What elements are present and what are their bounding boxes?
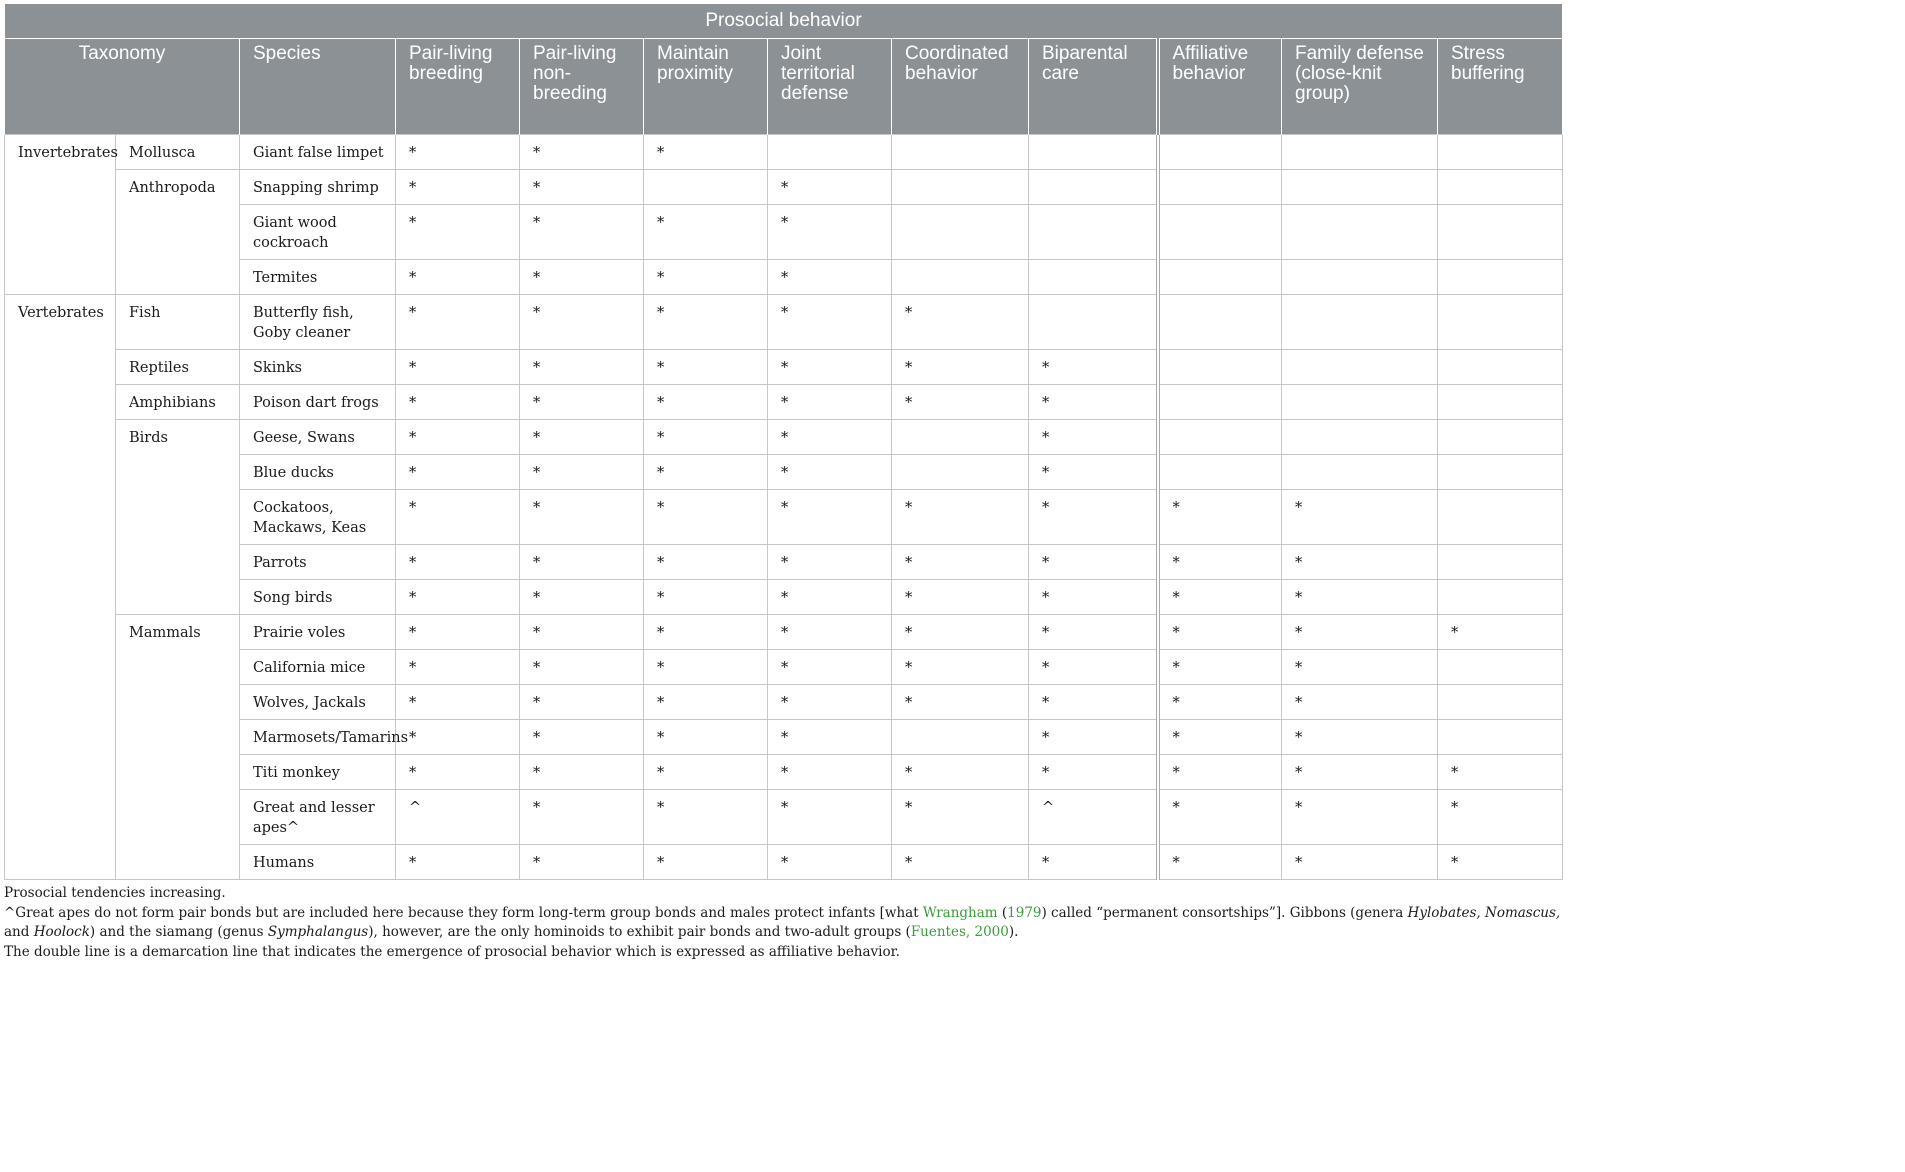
column-header bbox=[1029, 39, 1158, 135]
behavior-mark-cell: * bbox=[892, 545, 1029, 580]
behavior-mark-cell: * bbox=[768, 350, 892, 385]
behavior-mark-cell: * bbox=[892, 790, 1029, 845]
behavior-mark-cell: * bbox=[1282, 650, 1438, 685]
behavior-mark-cell: * bbox=[1158, 720, 1282, 755]
behavior-mark-cell: * bbox=[520, 260, 644, 295]
behavior-mark-cell: * bbox=[396, 350, 520, 385]
behavior-mark-cell bbox=[1438, 490, 1563, 545]
behavior-mark-cell: * bbox=[396, 135, 520, 170]
table-row bbox=[5, 170, 1563, 205]
behavior-mark-cell: * bbox=[1029, 545, 1158, 580]
behavior-mark-cell bbox=[1438, 350, 1563, 385]
taxonomy-class-cell: Mammals bbox=[116, 615, 240, 880]
behavior-mark-cell bbox=[1158, 385, 1282, 420]
behavior-mark-cell: * bbox=[768, 720, 892, 755]
reference-link-fuentes[interactable]: Fuentes, 2000 bbox=[910, 924, 1009, 940]
behavior-mark-cell bbox=[892, 205, 1029, 260]
column-header-label: Maintain proximity bbox=[657, 43, 734, 84]
behavior-mark-cell: * bbox=[396, 650, 520, 685]
behavior-mark-cell: * bbox=[1158, 490, 1282, 545]
behavior-mark-cell: * bbox=[520, 790, 644, 845]
species-cell: Blue ducks bbox=[240, 455, 396, 490]
behavior-mark-cell bbox=[1438, 385, 1563, 420]
footnote-apes-text-c: ) called “permanent consortships”]. Gibbons (genera bbox=[1041, 904, 1408, 921]
behavior-mark-cell bbox=[892, 720, 1029, 755]
taxonomy-group-cell: Invertebrates bbox=[5, 135, 116, 295]
behavior-mark-cell: * bbox=[768, 685, 892, 720]
column-header bbox=[1282, 39, 1438, 135]
footnote-apes-text-d: and bbox=[4, 924, 34, 940]
behavior-mark-cell: * bbox=[520, 720, 644, 755]
behavior-mark-cell: * bbox=[1029, 720, 1158, 755]
super-header-label: Prosocial behavior bbox=[705, 10, 862, 31]
species-cell: Humans bbox=[240, 845, 396, 880]
behavior-mark-cell: * bbox=[768, 385, 892, 420]
behavior-mark-cell: * bbox=[892, 845, 1029, 880]
behavior-mark-cell bbox=[644, 170, 768, 205]
table-footnotes bbox=[4, 884, 1562, 962]
behavior-mark-cell bbox=[768, 135, 892, 170]
taxonomy-header-label: Taxonomy bbox=[78, 43, 166, 64]
species-cell: California mice bbox=[240, 650, 396, 685]
behavior-mark-cell: * bbox=[1158, 790, 1282, 845]
behavior-mark-cell: * bbox=[396, 755, 520, 790]
behavior-mark-cell: * bbox=[396, 260, 520, 295]
behavior-mark-cell: * bbox=[768, 615, 892, 650]
behavior-mark-cell: * bbox=[644, 755, 768, 790]
behavior-mark-cell: * bbox=[1029, 455, 1158, 490]
column-header bbox=[1158, 39, 1282, 135]
behavior-mark-cell: * bbox=[1282, 790, 1438, 845]
reference-link-wrangham[interactable]: Wrangham bbox=[922, 904, 998, 921]
reference-link-wrangham-year[interactable]: 1979 bbox=[1007, 904, 1042, 921]
species-cell: Prairie voles bbox=[240, 615, 396, 650]
behavior-mark-cell: * bbox=[1158, 755, 1282, 790]
footnote-apes-text-f: ), however, are the only hominoids to exhibit pair bonds and two-adult groups ( bbox=[368, 924, 911, 940]
behavior-mark-cell: * bbox=[644, 580, 768, 615]
behavior-mark-cell bbox=[1438, 720, 1563, 755]
behavior-mark-cell: * bbox=[1438, 755, 1563, 790]
behavior-mark-cell: * bbox=[768, 755, 892, 790]
behavior-mark-cell: * bbox=[1282, 720, 1438, 755]
behavior-mark-cell: * bbox=[644, 685, 768, 720]
behavior-mark-cell bbox=[1282, 455, 1438, 490]
behavior-mark-cell: * bbox=[644, 650, 768, 685]
column-header bbox=[892, 39, 1029, 135]
behavior-mark-cell bbox=[1029, 260, 1158, 295]
behavior-mark-cell: ^ bbox=[396, 790, 520, 845]
behavior-mark-cell: * bbox=[1282, 545, 1438, 580]
behavior-mark-cell: * bbox=[1029, 350, 1158, 385]
behavior-mark-cell: * bbox=[520, 135, 644, 170]
behavior-mark-cell: * bbox=[644, 545, 768, 580]
species-cell: Geese, Swans bbox=[240, 420, 396, 455]
behavior-mark-cell: * bbox=[1029, 755, 1158, 790]
behavior-mark-cell: * bbox=[1158, 545, 1282, 580]
behavior-mark-cell: * bbox=[396, 420, 520, 455]
footnote-apes-text-g: ). bbox=[1008, 924, 1019, 940]
behavior-mark-cell: * bbox=[644, 455, 768, 490]
column-header bbox=[520, 39, 644, 135]
column-header-label: Family defense (close-knit group) bbox=[1295, 43, 1424, 104]
column-header-row bbox=[5, 39, 1563, 135]
behavior-mark-cell: * bbox=[644, 385, 768, 420]
behavior-mark-cell: * bbox=[520, 385, 644, 420]
behavior-mark-cell: * bbox=[396, 580, 520, 615]
behavior-mark-cell: * bbox=[396, 545, 520, 580]
behavior-mark-cell: * bbox=[892, 295, 1029, 350]
behavior-mark-cell: * bbox=[520, 615, 644, 650]
behavior-mark-cell bbox=[1438, 295, 1563, 350]
table-row bbox=[5, 385, 1563, 420]
prosocial-table-container bbox=[4, 4, 1562, 880]
taxonomy-class-cell: Birds bbox=[116, 420, 240, 615]
behavior-mark-cell: * bbox=[1029, 650, 1158, 685]
behavior-mark-cell: * bbox=[1158, 580, 1282, 615]
behavior-mark-cell: * bbox=[520, 580, 644, 615]
behavior-mark-cell: * bbox=[892, 385, 1029, 420]
behavior-mark-cell: * bbox=[892, 580, 1029, 615]
behavior-mark-cell bbox=[1158, 260, 1282, 295]
behavior-mark-cell: * bbox=[1158, 685, 1282, 720]
behavior-mark-cell: * bbox=[644, 790, 768, 845]
taxonomy-header bbox=[5, 39, 240, 135]
behavior-mark-cell: * bbox=[768, 260, 892, 295]
behavior-mark-cell: * bbox=[1029, 845, 1158, 880]
behavior-mark-cell bbox=[1282, 205, 1438, 260]
behavior-mark-cell: * bbox=[520, 170, 644, 205]
taxonomy-class-cell: Fish bbox=[116, 295, 240, 350]
behavior-mark-cell bbox=[1029, 135, 1158, 170]
behavior-mark-cell: * bbox=[1029, 385, 1158, 420]
behavior-mark-cell: * bbox=[396, 170, 520, 205]
behavior-mark-cell: * bbox=[768, 455, 892, 490]
species-cell: Marmosets/Tamarins bbox=[240, 720, 396, 755]
behavior-mark-cell bbox=[1158, 170, 1282, 205]
behavior-mark-cell: * bbox=[1282, 845, 1438, 880]
behavior-mark-cell: * bbox=[768, 790, 892, 845]
behavior-mark-cell: * bbox=[396, 720, 520, 755]
behavior-mark-cell: * bbox=[396, 295, 520, 350]
behavior-mark-cell: * bbox=[1282, 490, 1438, 545]
behavior-mark-cell bbox=[1029, 295, 1158, 350]
behavior-mark-cell: * bbox=[520, 490, 644, 545]
behavior-mark-cell bbox=[1158, 420, 1282, 455]
species-cell: Cockatoos, Mackaws, Keas bbox=[240, 490, 396, 545]
behavior-mark-cell bbox=[892, 420, 1029, 455]
behavior-mark-cell: * bbox=[396, 490, 520, 545]
behavior-mark-cell: * bbox=[396, 685, 520, 720]
behavior-mark-cell: * bbox=[520, 755, 644, 790]
behavior-mark-cell: * bbox=[1029, 685, 1158, 720]
behavior-mark-cell: * bbox=[644, 295, 768, 350]
behavior-mark-cell: * bbox=[768, 545, 892, 580]
table-row bbox=[5, 135, 1563, 170]
behavior-mark-cell bbox=[1158, 295, 1282, 350]
behavior-mark-cell: * bbox=[396, 455, 520, 490]
behavior-mark-cell: * bbox=[520, 295, 644, 350]
behavior-mark-cell: * bbox=[644, 845, 768, 880]
behavior-mark-cell bbox=[1282, 260, 1438, 295]
genus-names-gibbons: Hylobates, Nomascus, bbox=[1407, 904, 1561, 921]
behavior-mark-cell: * bbox=[396, 615, 520, 650]
behavior-mark-cell: * bbox=[644, 615, 768, 650]
behavior-mark-cell: * bbox=[396, 205, 520, 260]
column-header-label: Stress buffering bbox=[1451, 43, 1525, 84]
taxonomy-class-cell: Amphibians bbox=[116, 385, 240, 420]
behavior-mark-cell: ^ bbox=[1029, 790, 1158, 845]
footnote-double-line: The double line is a demarcation line that indicates the emergence of prosocial behavior which is expressed as affiliative behavior. bbox=[4, 943, 900, 960]
behavior-mark-cell: * bbox=[892, 615, 1029, 650]
species-cell: Snapping shrimp bbox=[240, 170, 396, 205]
behavior-mark-cell bbox=[1282, 385, 1438, 420]
species-cell: Poison dart frogs bbox=[240, 385, 396, 420]
behavior-mark-cell: * bbox=[768, 170, 892, 205]
behavior-mark-cell: * bbox=[892, 685, 1029, 720]
behavior-mark-cell: * bbox=[1438, 790, 1563, 845]
behavior-mark-cell bbox=[1029, 205, 1158, 260]
behavior-mark-cell bbox=[892, 455, 1029, 490]
behavior-mark-cell bbox=[1438, 580, 1563, 615]
column-header-label: Coordinated behavior bbox=[905, 43, 1009, 84]
behavior-mark-cell bbox=[1438, 455, 1563, 490]
behavior-mark-cell: * bbox=[520, 650, 644, 685]
behavior-mark-cell: * bbox=[520, 845, 644, 880]
behavior-mark-cell bbox=[1029, 170, 1158, 205]
table-row bbox=[5, 350, 1563, 385]
behavior-mark-cell: * bbox=[768, 420, 892, 455]
behavior-mark-cell: * bbox=[396, 385, 520, 420]
behavior-mark-cell: * bbox=[1158, 650, 1282, 685]
behavior-mark-cell: * bbox=[768, 205, 892, 260]
super-header bbox=[5, 4, 1563, 39]
behavior-mark-cell: * bbox=[644, 350, 768, 385]
behavior-mark-cell: * bbox=[520, 420, 644, 455]
behavior-mark-cell bbox=[1158, 205, 1282, 260]
behavior-mark-cell: * bbox=[1282, 615, 1438, 650]
behavior-mark-cell: * bbox=[892, 755, 1029, 790]
behavior-mark-cell: * bbox=[892, 650, 1029, 685]
behavior-mark-cell: * bbox=[396, 845, 520, 880]
behavior-mark-cell: * bbox=[768, 580, 892, 615]
behavior-mark-cell: * bbox=[1158, 845, 1282, 880]
behavior-mark-cell: * bbox=[768, 650, 892, 685]
column-header bbox=[396, 39, 520, 135]
behavior-mark-cell: * bbox=[644, 205, 768, 260]
column-header-label: Pair-living breeding bbox=[409, 43, 493, 84]
behavior-mark-cell: * bbox=[644, 135, 768, 170]
behavior-mark-cell: * bbox=[768, 490, 892, 545]
behavior-mark-cell: * bbox=[1029, 420, 1158, 455]
behavior-mark-cell: * bbox=[768, 845, 892, 880]
footnote-trend: Prosocial tendencies increasing. bbox=[4, 885, 226, 901]
species-cell: Song birds bbox=[240, 580, 396, 615]
behavior-mark-cell bbox=[1282, 135, 1438, 170]
species-cell: Butterfly fish, Goby cleaner bbox=[240, 295, 396, 350]
behavior-mark-cell bbox=[1438, 650, 1563, 685]
behavior-mark-cell bbox=[1438, 260, 1563, 295]
behavior-mark-cell bbox=[1438, 545, 1563, 580]
footnote-apes bbox=[4, 904, 1562, 943]
table-row bbox=[5, 420, 1563, 455]
behavior-mark-cell: * bbox=[644, 490, 768, 545]
behavior-mark-cell: * bbox=[892, 350, 1029, 385]
species-cell: Giant wood cockroach bbox=[240, 205, 396, 260]
behavior-mark-cell bbox=[1438, 420, 1563, 455]
footnote-apes-text-e: ) and the siamang (genus bbox=[89, 924, 268, 940]
behavior-mark-cell bbox=[1282, 295, 1438, 350]
species-cell: Termites bbox=[240, 260, 396, 295]
behavior-mark-cell: * bbox=[1029, 490, 1158, 545]
table-row bbox=[5, 615, 1563, 650]
taxonomy-group-cell: Vertebrates bbox=[5, 295, 116, 880]
behavior-mark-cell bbox=[1282, 420, 1438, 455]
species-cell: Titi monkey bbox=[240, 755, 396, 790]
taxonomy-class-cell: Reptiles bbox=[116, 350, 240, 385]
taxonomy-class-cell: Mollusca bbox=[116, 135, 240, 170]
behavior-mark-cell bbox=[1158, 350, 1282, 385]
column-header-label: Joint territorial defense bbox=[781, 43, 855, 104]
behavior-mark-cell: * bbox=[1438, 615, 1563, 650]
species-cell: Giant false limpet bbox=[240, 135, 396, 170]
behavior-mark-cell: * bbox=[644, 720, 768, 755]
footnote-apes-text-b: ( bbox=[997, 904, 1008, 921]
behavior-mark-cell bbox=[892, 170, 1029, 205]
behavior-mark-cell bbox=[892, 260, 1029, 295]
behavior-mark-cell bbox=[1438, 205, 1563, 260]
behavior-mark-cell: * bbox=[644, 260, 768, 295]
super-header-row bbox=[5, 4, 1563, 39]
behavior-mark-cell bbox=[1282, 350, 1438, 385]
species-cell: Skinks bbox=[240, 350, 396, 385]
taxonomy-class-cell: Anthropoda bbox=[116, 170, 240, 295]
behavior-mark-cell: * bbox=[892, 490, 1029, 545]
column-header bbox=[1438, 39, 1563, 135]
behavior-mark-cell: * bbox=[768, 295, 892, 350]
species-cell: Wolves, Jackals bbox=[240, 685, 396, 720]
behavior-mark-cell: * bbox=[1282, 755, 1438, 790]
genus-name-symphalangus: Symphalangus bbox=[267, 924, 369, 940]
species-header-label: Species bbox=[253, 43, 321, 64]
genus-name-hoolock: Hoolock bbox=[33, 924, 90, 940]
behavior-mark-cell bbox=[1438, 685, 1563, 720]
behavior-mark-cell: * bbox=[520, 205, 644, 260]
behavior-mark-cell bbox=[1282, 170, 1438, 205]
behavior-mark-cell: * bbox=[520, 685, 644, 720]
column-header bbox=[768, 39, 892, 135]
column-header-label: Affiliative behavior bbox=[1172, 43, 1249, 84]
behavior-mark-cell: * bbox=[1438, 845, 1563, 880]
behavior-mark-cell: * bbox=[1029, 580, 1158, 615]
behavior-mark-cell: * bbox=[1282, 685, 1438, 720]
behavior-mark-cell: * bbox=[1029, 615, 1158, 650]
species-header bbox=[240, 39, 396, 135]
table-body bbox=[5, 135, 1563, 880]
column-header-label: Pair-living non-breeding bbox=[533, 43, 617, 104]
table-row bbox=[5, 295, 1563, 350]
footnote-apes-text-a: ^Great apes do not form pair bonds but are included here because they form long-term group bonds and males protect infants [what bbox=[4, 904, 923, 921]
species-cell: Great and lesser apes^ bbox=[240, 790, 396, 845]
species-cell: Parrots bbox=[240, 545, 396, 580]
column-header-label: Biparental care bbox=[1042, 43, 1128, 84]
behavior-mark-cell: * bbox=[520, 350, 644, 385]
behavior-mark-cell bbox=[1158, 455, 1282, 490]
prosocial-behavior-table bbox=[4, 4, 1563, 880]
column-header bbox=[644, 39, 768, 135]
behavior-mark-cell: * bbox=[1282, 580, 1438, 615]
behavior-mark-cell bbox=[892, 135, 1029, 170]
behavior-mark-cell: * bbox=[520, 545, 644, 580]
behavior-mark-cell: * bbox=[644, 420, 768, 455]
behavior-mark-cell bbox=[1438, 170, 1563, 205]
behavior-mark-cell: * bbox=[520, 455, 644, 490]
behavior-mark-cell bbox=[1438, 135, 1563, 170]
behavior-mark-cell: * bbox=[1158, 615, 1282, 650]
behavior-mark-cell bbox=[1158, 135, 1282, 170]
